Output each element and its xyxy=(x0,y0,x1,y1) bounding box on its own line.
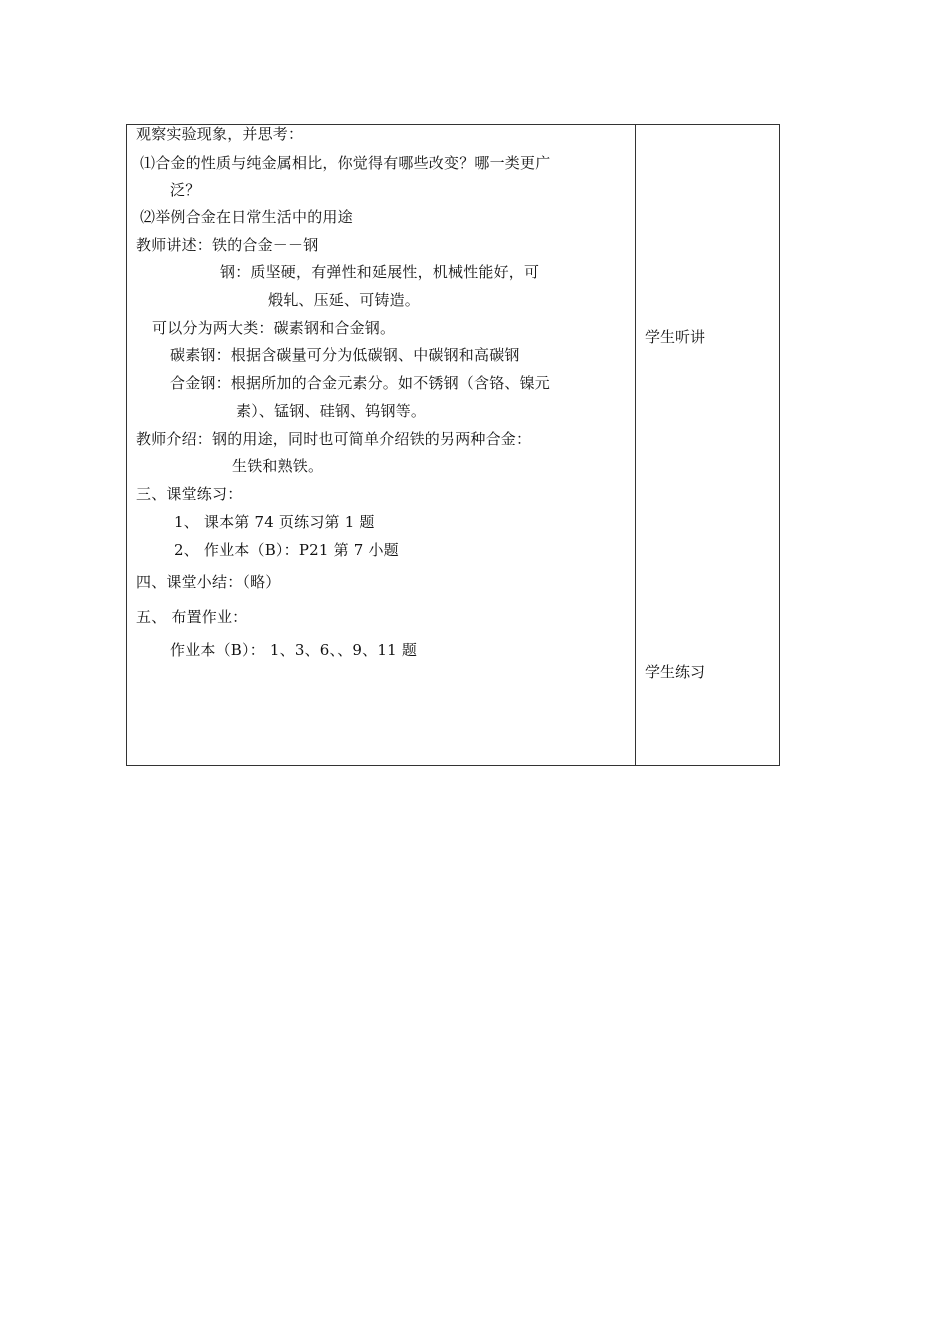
student-listen-note: 学生听讲 xyxy=(645,328,706,346)
question-2: ⑵举例合金在日常生活中的用途 xyxy=(140,208,353,226)
practice-item-2: 2、 作业本（B）：P21 第 7 小题 xyxy=(174,541,399,559)
teacher-intro: 教师介绍：钢的用途，同时也可简单介绍铁的另两种合金： xyxy=(136,430,532,448)
teacher-lecture: 教师讲述：铁的合金－－钢 xyxy=(136,236,319,254)
student-practice-note: 学生练习 xyxy=(645,663,706,681)
homework-item: 作业本（B）： 1、3、6、、9、11 题 xyxy=(170,641,418,659)
carbon-steel: 碳素钢：根据含碳量可分为低碳钢、中碳钢和高碳钢 xyxy=(170,346,520,364)
question-1: ⑴合金的性质与纯金属相比，你觉得有哪些改变？哪一类更广 xyxy=(140,154,551,172)
section-practice-heading: 三、课堂练习： xyxy=(136,485,243,503)
alloy-steel-cont: 素）、锰钢、硅钢、钨钢等。 xyxy=(236,402,427,420)
steel-properties-cont: 煅轧、压延、可铸造。 xyxy=(268,291,421,309)
column-divider xyxy=(635,125,636,765)
alloy-steel: 合金钢：根据所加的合金元素分。如不锈钢（含铬、镍元 xyxy=(170,374,551,392)
teacher-intro-cont: 生铁和熟铁。 xyxy=(232,457,324,475)
steel-properties: 钢：质坚硬，有弹性和延展性，机械性能好，可 xyxy=(220,263,540,281)
question-1-cont: 泛？ xyxy=(170,181,201,199)
practice-item-1: 1、 课本第 74 页练习第 1 题 xyxy=(174,513,375,531)
section-homework-heading: 五、 布置作业： xyxy=(136,608,248,626)
steel-categories: 可以分为两大类：碳素钢和合金钢。 xyxy=(152,319,396,337)
section-summary-heading: 四、课堂小结：（略） xyxy=(136,573,281,591)
observe-prompt: 观察实验现象，并思考： xyxy=(136,125,304,143)
